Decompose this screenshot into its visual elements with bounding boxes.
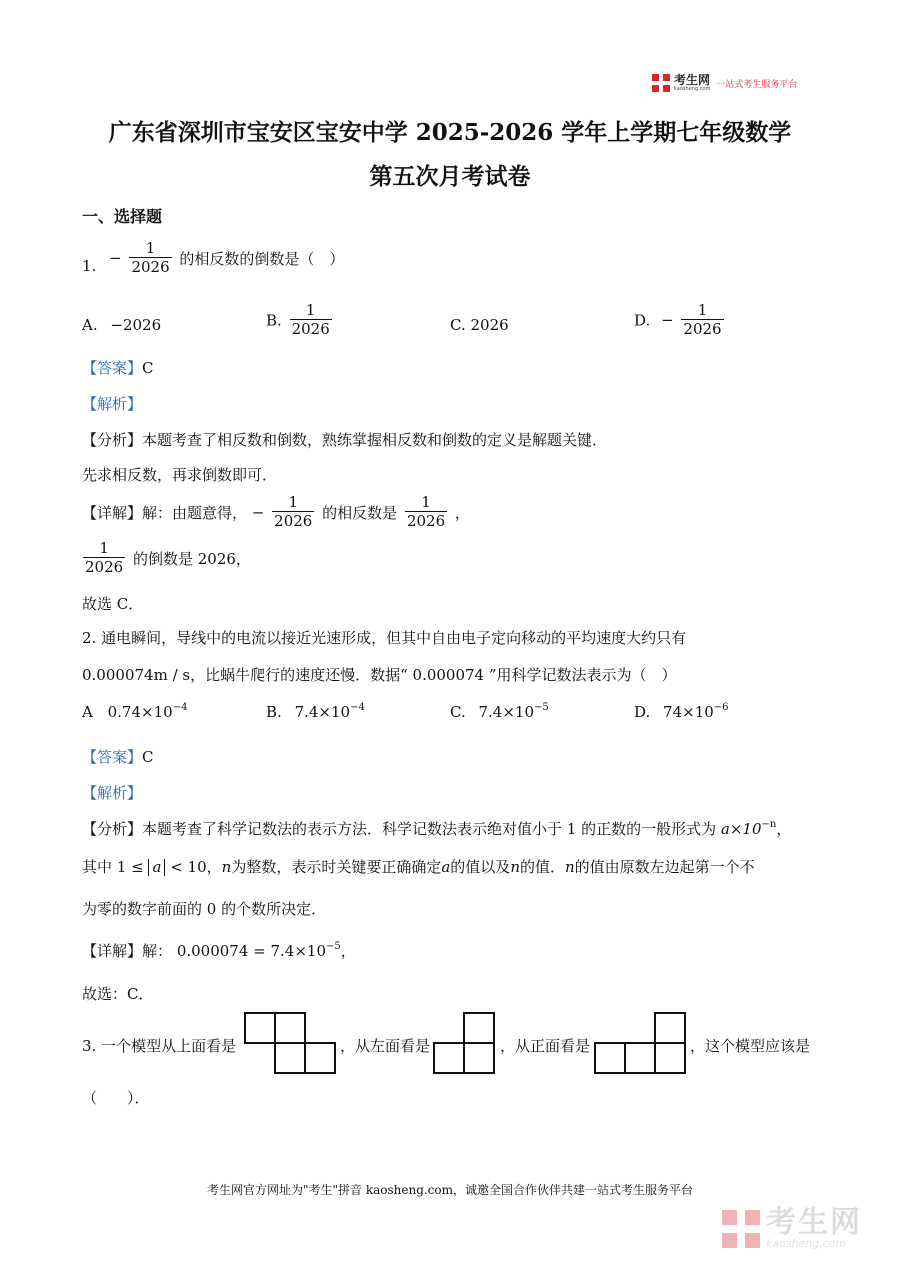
q2-n-var: n (221, 858, 232, 876)
q2-detail-tag: 【详解】 (82, 942, 143, 960)
q1-detail-a: 解：由题意得， (142, 503, 248, 522)
q2-opt-d-base: 74×10 (663, 703, 714, 721)
q2-opt-d-label: D. (634, 703, 651, 721)
q1-detail-c: ， (454, 503, 470, 522)
q2-opt-b-exp: −4 (350, 702, 365, 713)
q2-opt-d-exp: −6 (713, 702, 729, 713)
q2-analysis-tag: 【解析】 (82, 784, 143, 802)
q1-detail-num1: 1 (288, 493, 299, 511)
q2-detail-exp: −5 (326, 941, 341, 952)
q1-detail-num2: 1 (421, 493, 431, 511)
page-title-line1: 广东省深圳市宝安区宝安中学 2025-2026 学年上学期七年级数学 (108, 119, 792, 146)
q1-neg: − (109, 249, 122, 268)
section-heading: 一、选择题 (82, 207, 163, 226)
q1-fenxi (82, 429, 607, 450)
q2-option-d (634, 702, 729, 721)
q2-opt-b-label: B. (266, 703, 282, 721)
q2-fenxi-tag: 【分析】 (82, 820, 143, 838)
logo-icon (652, 74, 670, 92)
q1-opt-d-label: D. (634, 311, 651, 330)
q2-n-var2: n (510, 858, 520, 876)
q1-opt-d-fraction (681, 302, 723, 339)
q1-option-a (82, 316, 161, 334)
footer-text: 考生网官方网址为"考生"拼音 kaosheng.com，诚邀全国合作伙伴共建一站式考生服务平台 (206, 1183, 694, 1197)
q1-conclusion: 故选 C． (82, 595, 144, 613)
q2-fenxi1 (82, 818, 791, 839)
q1-opt-b-den: 2026 (291, 320, 330, 339)
q3-part3: ，从正面看是 (500, 1037, 591, 1055)
q1-option-d (634, 302, 727, 339)
watermark-url: kaosheng.com (766, 1237, 847, 1250)
q3-part4: ，这个模型应该是 (690, 1037, 811, 1055)
q1-fenxi-tag: 【分析】 (82, 431, 143, 449)
q2-detail (82, 940, 356, 961)
q2-fenxi1-text: 本题考查了科学记数法的表示方法．科学记数法表示绝对值小于 1 的正数的一般形式为 (142, 820, 717, 838)
q1-opt-d-neg: − (661, 311, 674, 330)
q1-detail-tag: 【详解】 (82, 503, 143, 522)
q2-speed-value: 0.000074m / s (82, 666, 191, 684)
logo-name: 考生网 (674, 73, 711, 87)
q2-fenxi2-c: 为整数，表示时关键要正确确定 (231, 858, 442, 876)
q3-part2: ，从左面看是 (340, 1037, 431, 1055)
q1-stem-text: 的相反数的倒数是（ ） (179, 249, 345, 268)
q2-fenxi2-a: 其中 (82, 858, 113, 876)
q2-ineq-right: < 10 (170, 858, 207, 876)
watermark-logo (722, 1205, 862, 1250)
q1-opt-b-label: B. (266, 311, 282, 330)
q1-number: 1. (82, 256, 97, 275)
q1-answer-value: C (142, 359, 154, 377)
q1-stem (82, 240, 344, 277)
q2-detail-formula: 0.000074 = 7.4×10 (176, 942, 326, 960)
q1-opt-c-label: C. (450, 316, 466, 334)
q2-option-c (450, 702, 549, 721)
q1-fraction (129, 240, 171, 277)
q2-stem2 (82, 664, 677, 685)
q2-answer-tag: 【答案】 (82, 748, 143, 766)
q2-fenxi2-e: 的值． (519, 858, 565, 876)
q1-answer-tag: 【答案】 (82, 359, 143, 377)
q2-conclusion: 故选：C． (82, 985, 154, 1003)
logo-slogan: 一站式考生服务平台 (716, 79, 798, 90)
q2-opt-c-base: 7.4×10 (478, 703, 535, 721)
q1-opt-b-num: 1 (305, 301, 316, 319)
q2-n-var3: n (565, 858, 575, 876)
q1-detail2-num: 1 (99, 539, 109, 557)
q1-detail-frac1 (272, 494, 314, 531)
q1-option-b (266, 302, 335, 339)
q1-opt-d-num: 1 (697, 301, 708, 319)
site-logo (652, 74, 797, 92)
page-title-line2: 第五次月考试卷 (369, 163, 531, 190)
q3-line2: （ ）． (82, 1089, 150, 1107)
q1-frac-den: 2026 (131, 258, 170, 277)
q2-stem2-text: ，比蜗牛爬行的速度还慢．数据“ 0.000074 ”用科学记数法表示为（ ） (190, 666, 677, 684)
logo-url: kaosheng.com (674, 86, 711, 92)
q2-fenxi1-end: ， (776, 820, 792, 838)
q2-fenxi1-exp: −n (761, 819, 777, 830)
q2-opt-c-label: C. (450, 703, 466, 721)
q1-detail-den2: 2026 (406, 512, 446, 531)
q1-detail2 (80, 540, 251, 577)
q2-opt-a-label: A (82, 703, 93, 721)
q3-part1: 3. 一个模型从上面看是 (82, 1037, 237, 1055)
q1-answer (82, 357, 154, 378)
watermark-icon (722, 1210, 760, 1248)
q1-analysis-tag: 【解析】 (82, 395, 143, 413)
top-view-figure (244, 1012, 338, 1074)
q1-opt-a-label: A. (82, 316, 98, 334)
q2-opt-a-base: 0.74×10 (107, 703, 173, 721)
q2-detail-a: 解： (142, 942, 173, 960)
q2-answer-value: C (142, 748, 154, 766)
q2-stem1: 2. 通电瞬间，导线中的电流以接近光速形成，但其中自由电子定向移动的平均速度大约只有 (82, 629, 687, 647)
q1-detail-den1: 2026 (274, 512, 313, 531)
q2-opt-b-base: 7.4×10 (294, 703, 351, 721)
q1-detail (82, 494, 470, 531)
left-view-figure (433, 1012, 497, 1074)
q1-detail2-text: 的倒数是 2026， (132, 549, 251, 568)
q2-answer (82, 746, 154, 767)
q2-detail-end: ， (340, 942, 356, 960)
q2-fenxi2-b: ， (206, 858, 222, 876)
q2-fenxi3: 为零的数字前面的 0 的个数所决定． (82, 900, 327, 918)
q1-option-c (450, 316, 509, 334)
q1-detail-frac2 (405, 494, 447, 531)
q2-option-b (266, 702, 365, 721)
q1-detail2-frac (83, 540, 125, 577)
q1-detail-neg: − (251, 503, 265, 522)
q2-ineq-left: 1 ≤ (116, 858, 144, 876)
q1-fenxi-text: 本题考查了相反数和倒数，熟练掌握相反数和倒数的定义是解题关键． (142, 431, 608, 449)
q2-fenxi2-d: 的值以及 (450, 858, 511, 876)
q2-opt-c-exp: −5 (534, 702, 549, 713)
q2-opt-a-exp: −4 (172, 702, 188, 713)
q1-opt-c-value: 2026 (470, 316, 509, 334)
q1-detail-b: 的相反数是 (322, 503, 398, 522)
q2-abs-a-var: a (152, 858, 162, 876)
q1-opt-a-value: −2026 (110, 316, 162, 334)
front-view-figure (594, 1012, 688, 1074)
q2-fenxi2 (82, 856, 755, 877)
q1-detail2-den: 2026 (85, 558, 124, 577)
q1-fenxi2: 先求相反数，再求倒数即可． (82, 466, 278, 484)
q2-fenxi1-formula: a×10 (720, 820, 762, 838)
q2-a-var: a (441, 858, 451, 876)
q1-opt-d-den: 2026 (683, 320, 722, 339)
q2-abs-a (148, 859, 165, 876)
q2-fenxi2-f: 的值由原数左边起第一个不 (574, 858, 755, 876)
q1-opt-b-fraction (290, 302, 332, 339)
q2-option-a (82, 702, 187, 721)
watermark-name: 考生网 (766, 1205, 862, 1240)
q1-frac-num: 1 (145, 239, 156, 257)
